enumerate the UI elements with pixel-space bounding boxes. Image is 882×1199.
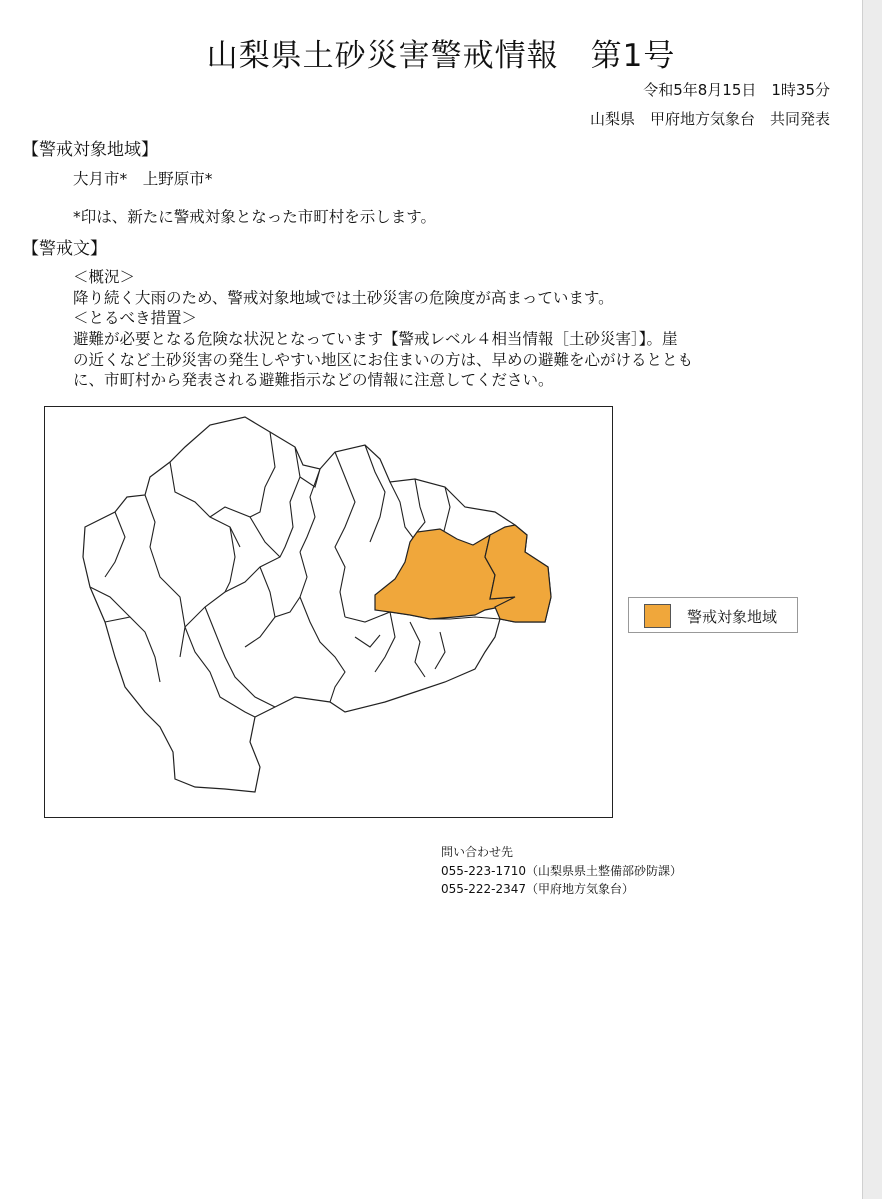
measures-heading: ＜とるべき措置＞ xyxy=(73,309,198,327)
document-title: 山梨県土砂災害警戒情報 第1号 xyxy=(206,38,676,74)
target-municipalities: 大月市* 上野原市* xyxy=(73,170,213,188)
warning-map xyxy=(44,406,613,818)
issuers: 山梨県 甲府地方気象台 共同発表 xyxy=(589,110,830,128)
legend-label: 警戒対象地域 xyxy=(687,608,778,626)
issued-datetime: 令和5年8月15日 1時35分 xyxy=(643,81,830,99)
warning-text-heading: 【警戒文】 xyxy=(22,239,107,259)
overview-text: 降り続く大雨のため、警戒対象地域では土砂災害の危険度が高まっています。 xyxy=(73,289,614,307)
uenohara-city-area xyxy=(485,525,551,622)
measures-line-3: に、市町村から発表される避難指示などの情報に注意してください。 xyxy=(73,371,554,389)
page-edge xyxy=(862,0,882,1199)
target-area-heading: 【警戒対象地域】 xyxy=(22,140,158,160)
legend-swatch xyxy=(644,604,671,628)
contact-heading: 問い合わせ先 xyxy=(441,845,514,859)
overview-heading: ＜概況＞ xyxy=(73,268,136,286)
measures-line-1: 避難が必要となる危険な状況となっています【警戒レベル４相当情報［土砂災害］】。崖 xyxy=(73,330,678,348)
target-note: *印は、新たに警戒対象となった市町村を示します。 xyxy=(73,208,437,226)
contact-line-1: 055-223-1710（山梨県県土整備部砂防課） xyxy=(441,864,683,878)
page-edge-line xyxy=(862,0,863,1199)
contact-line-2: 055-222-2347（甲府地方気象台） xyxy=(441,882,635,896)
measures-line-2: の近くなど土砂災害の発生しやすい地区にお住まいの方は、早めの避難を心がけるととも xyxy=(73,351,694,369)
yamanashi-map-svg xyxy=(45,407,614,819)
map-legend xyxy=(628,597,798,633)
